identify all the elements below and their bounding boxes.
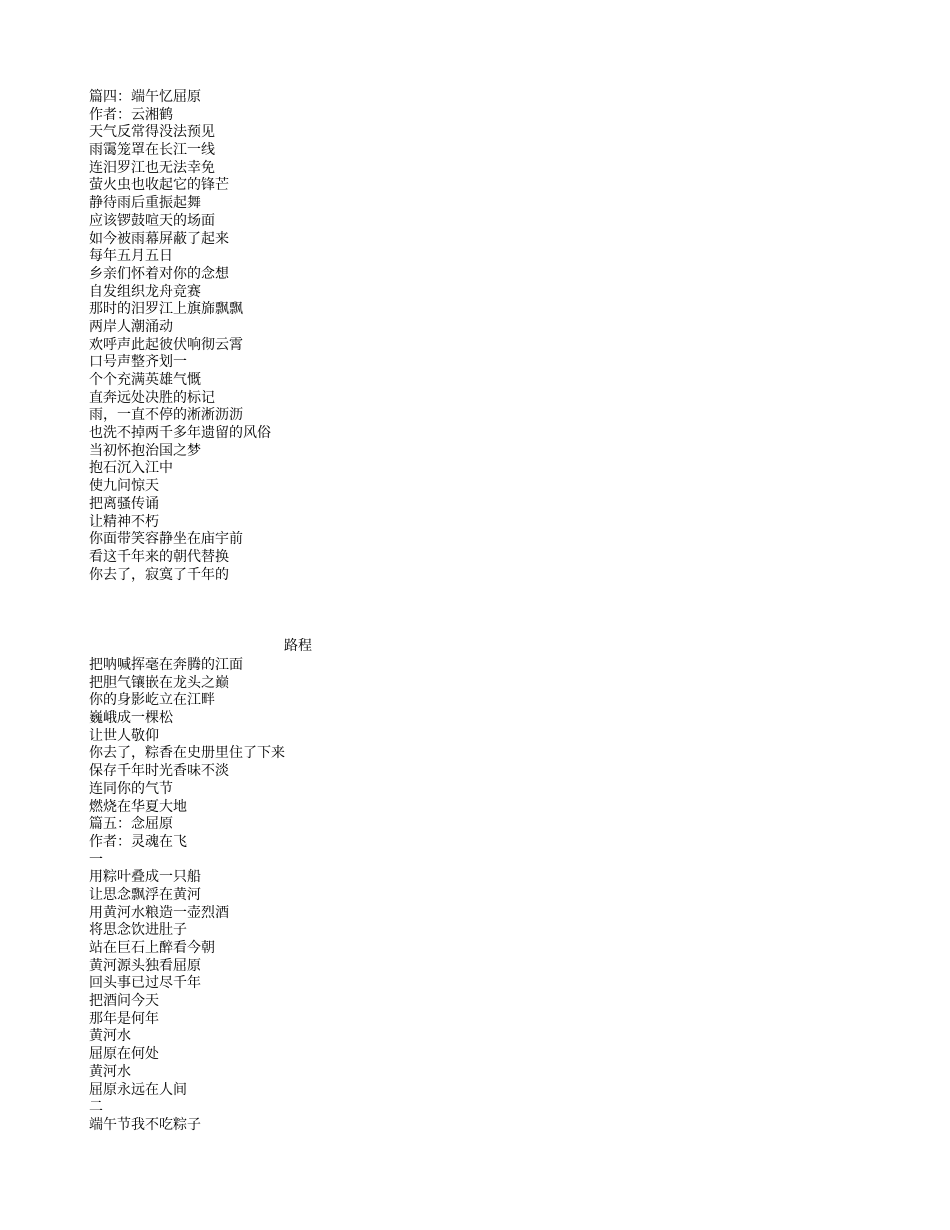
section-title: 路程 — [284, 638, 312, 654]
poem-text-line: 雨，一直不停的淅淅沥沥 — [89, 407, 243, 424]
poem-text-line: 也洗不掉两千多年遗留的风俗 — [89, 425, 271, 442]
poem-text-line: 作者：云湘鹤 — [89, 106, 173, 123]
poem-text-line: 作者：灵魂在飞 — [89, 833, 187, 850]
poem-section-five — [89, 657, 689, 1135]
poem-text-line: 屈原永远在人间 — [89, 1081, 187, 1098]
poem-text-line: 把离骚传诵 — [89, 495, 159, 512]
poem-text-line: 篇四：端午忆屈原 — [89, 89, 201, 105]
poem-text-line: 回头事已过尽千年 — [89, 975, 201, 992]
poem-text-line: 两岸人潮涌动 — [89, 318, 173, 335]
poem-text-line: 你面带笑容静坐在庙宇前 — [89, 531, 243, 548]
poem-text-line: 应该锣鼓喧天的场面 — [89, 212, 215, 229]
poem-text-line: 你的身影屹立在江畔 — [89, 692, 215, 709]
poem-section-four — [89, 89, 689, 584]
poem-text-line: 用黄河水粮造一壶烈酒 — [89, 904, 229, 921]
poem-text-line: 静待雨后重振起舞 — [89, 195, 201, 212]
poem-text-line: 屈原在何处 — [89, 1046, 159, 1063]
poem-text-line: 让精神不朽 — [89, 513, 159, 530]
poem-text-line: 黄河水 — [89, 1028, 131, 1045]
poem-text-line: 黄河源头独看屈原 — [89, 957, 201, 974]
poem-text-line: 燃烧在华夏大地 — [89, 798, 187, 815]
poem-text-line: 篇五：念屈原 — [89, 816, 173, 833]
poem-text-line: 自发组织龙舟竞赛 — [89, 283, 201, 300]
poem-text-line: 如今被雨幕屏蔽了起来 — [89, 230, 229, 247]
poem-text-line: 你去了，粽香在史册里住了下来 — [89, 745, 285, 762]
poem-text-line: 将思念饮进肚子 — [89, 922, 187, 939]
poem-text-line: 使九问惊天 — [89, 478, 159, 495]
poem-text-line: 用粽叶叠成一只船 — [89, 869, 201, 886]
poem-text-line: 连汨罗江也无法幸免 — [89, 159, 215, 176]
poem-text-line: 天气反常得没法预见 — [89, 124, 215, 141]
poem-text-line: 口号声整齐划一 — [89, 354, 187, 371]
poem-text-line: 雨霭笼罩在长江一线 — [89, 142, 215, 159]
poem-text-line: 巍峨成一棵松 — [89, 710, 173, 727]
poem-text-line: 一 — [89, 851, 103, 868]
poem-text-line: 个个充满英雄气慨 — [89, 372, 201, 388]
poem-text-line: 每年五月五日 — [89, 248, 173, 265]
poem-text-line: 欢呼声此起彼伏响彻云霄 — [89, 336, 243, 353]
poem-text-line: 二 — [89, 1099, 103, 1116]
poem-text-line: 那时的汨罗江上旗旆飘飘 — [89, 301, 243, 318]
poem-text-line: 让思念飘浮在黄河 — [89, 886, 201, 903]
poem-text-line: 连同你的气节 — [89, 780, 173, 797]
poem-text-line: 把胆气镶嵌在龙头之巅 — [89, 674, 229, 691]
poem-text-line: 站在巨石上醉看今朝 — [89, 940, 215, 956]
poem-text-line: 黄河水 — [89, 1063, 131, 1080]
poem-text-line: 当初怀抱治国之梦 — [89, 442, 201, 459]
poem-text-line: 让世人敬仰 — [89, 727, 159, 744]
poem-text-line: 抱石沉入江中 — [89, 460, 173, 477]
poem-text-line: 直奔远处决胜的标记 — [89, 389, 215, 406]
poem-text-line: 端午节我不吃粽子 — [89, 1116, 201, 1133]
poem-text-line: 看这千年来的朝代替换 — [89, 548, 229, 565]
poem-text-line: 你去了，寂寞了千年的 — [89, 566, 229, 583]
poem-text-line: 乡亲们怀着对你的念想 — [89, 265, 229, 282]
poem-text-line: 把呐喊挥毫在奔腾的江面 — [89, 657, 243, 673]
poem-text-line: 萤火虫也收起它的锋芒 — [89, 177, 229, 194]
poem-text-line: 把酒问今天 — [89, 993, 159, 1010]
poem-text-line: 保存千年时光香味不淡 — [89, 763, 229, 780]
poem-text-line: 那年是何年 — [89, 1010, 159, 1027]
